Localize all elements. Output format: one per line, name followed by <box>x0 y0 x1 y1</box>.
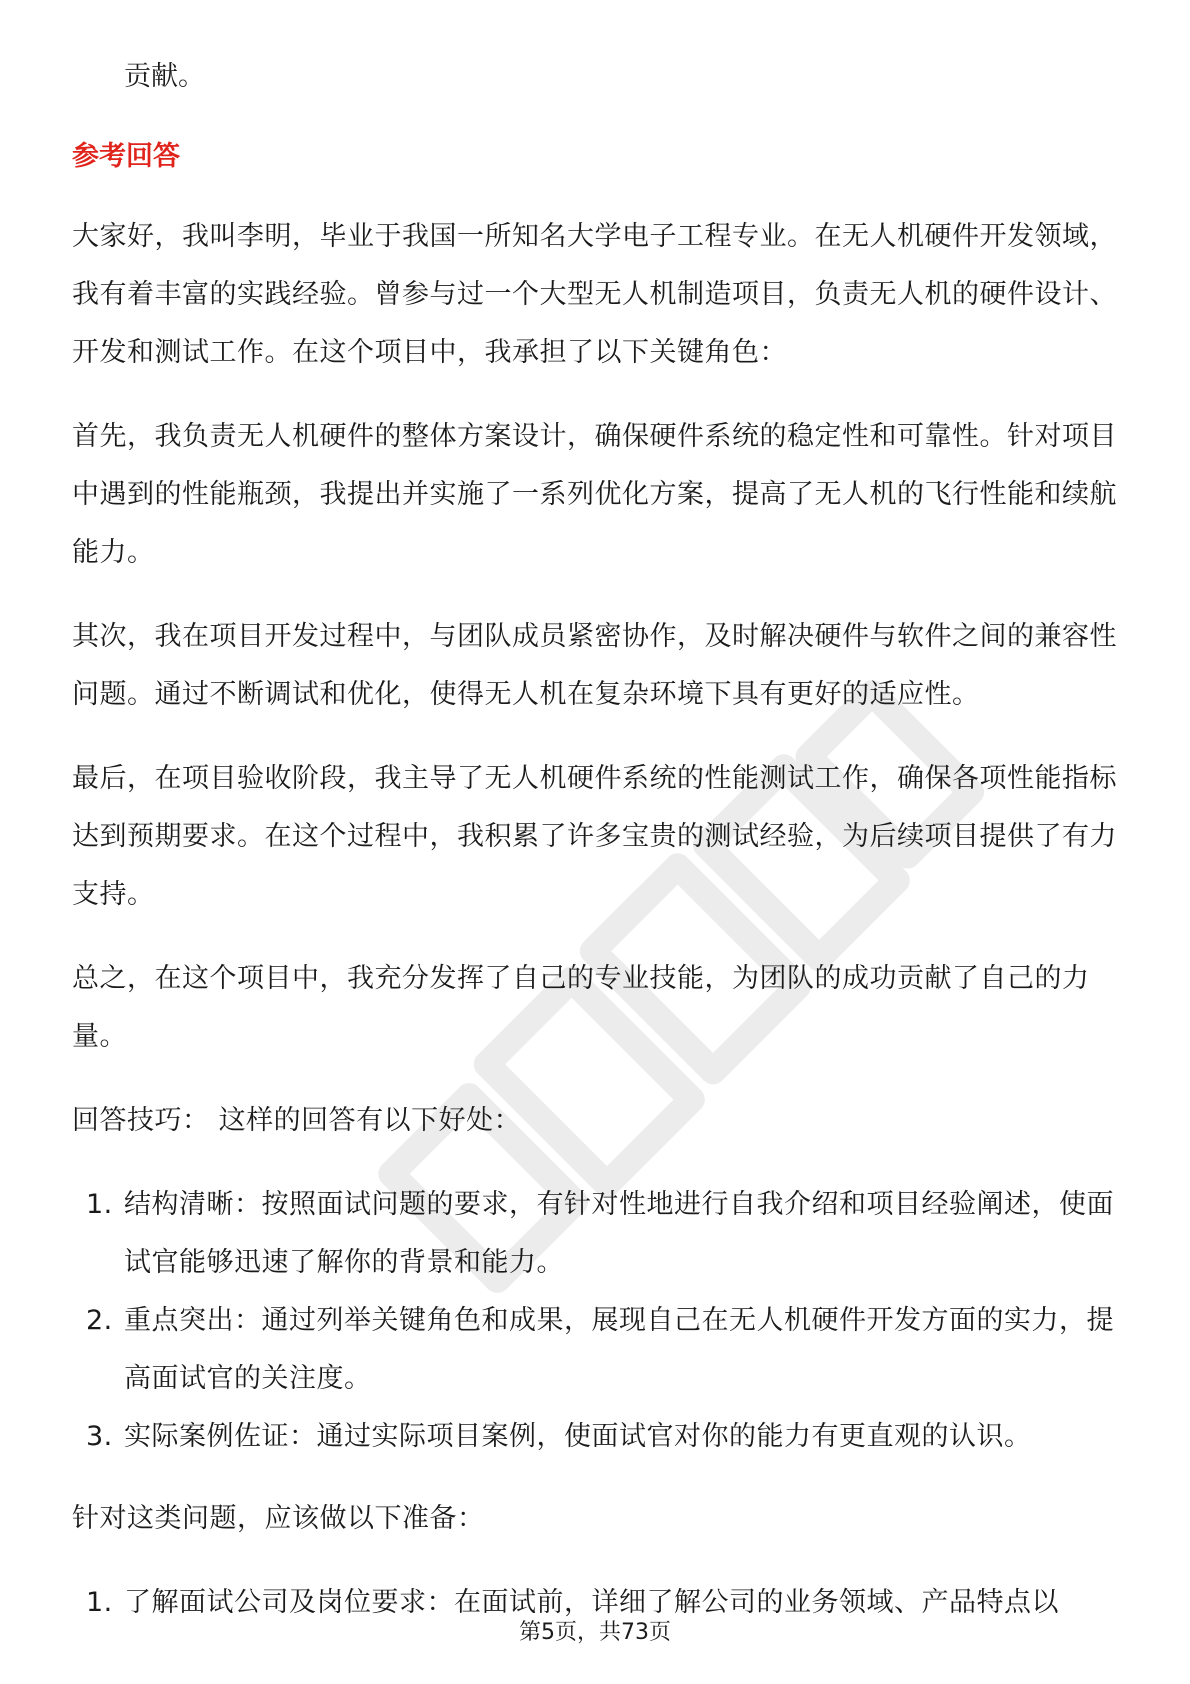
page-number-footer: 第5页，共73页 <box>519 1620 671 1645</box>
section-title-reference-answer: 参考回答 <box>72 141 180 172</box>
answer-paragraph-summary: 总之，在这个项目中，我充分发挥了自己的专业技能，为团队的成功贡献了自己的力量。 <box>72 963 1090 1052</box>
answer-paragraph-second: 其次，我在项目开发过程中，与团队成员紧密协作，及时解决硬件与软件之间的兼容性问题。通过不断调试和优化，使得无人机在复杂环境下具有更好的适应性。 <box>72 621 1117 710</box>
list-item <box>72 1176 1122 1292</box>
list-item-text: 结构清晰：按照面试问题的要求，有针对性地进行自我介绍和项目经验阐述，使面试官能够迅速了解你的背景和能力。 <box>124 1189 1114 1278</box>
list-item-number: 1. <box>86 1587 113 1618</box>
tips-heading: 回答技巧： 这样的回答有以下好处： <box>72 1105 522 1136</box>
list-item-text: 重点突出：通过列举关键角色和成果，展现自己在无人机硬件开发方面的实力，提高面试官的关注度。 <box>124 1305 1114 1394</box>
list-item-number: 2. <box>86 1305 113 1336</box>
previous-section-tail: 贡献。 <box>124 61 205 92</box>
answer-paragraph-intro: 大家好，我叫李明，毕业于我国一所知名大学电子工程专业。在无人机硬件开发领域，我有着丰富的实践经验。曾参与过一个大型无人机制造项目，负责无人机的硬件设计、开发和测试工作。在这个项目中，我承担了以下关键角色： <box>72 221 1117 368</box>
list-item <box>72 1292 1122 1408</box>
list-item-text: 实际案例佐证：通过实际项目案例，使面试官对你的能力有更直观的认识。 <box>124 1421 1032 1452</box>
list-item-number: 3. <box>86 1421 113 1452</box>
answer-paragraph-first: 首先，我负责无人机硬件的整体方案设计，确保硬件系统的稳定性和可靠性。针对项目中遇到的性能瓶颈，我提出并实施了一系列优化方案，提高了无人机的飞行性能和续航能力。 <box>72 421 1117 568</box>
prep-heading: 针对这类问题，应该做以下准备： <box>72 1503 485 1534</box>
list-item-text: 了解面试公司及岗位要求：在面试前，详细了解公司的业务领域、产品特点以 <box>124 1587 1059 1618</box>
list-item <box>72 1408 1122 1466</box>
list-item-number: 1. <box>86 1189 113 1220</box>
document-body <box>72 48 1122 1656</box>
tips-list <box>72 1176 1122 1466</box>
answer-paragraph-last: 最后，在项目验收阶段，我主导了无人机硬件系统的性能测试工作，确保各项性能指标达到预期要求。在这个过程中，我积累了许多宝贵的测试经验，为后续项目提供了有力支持。 <box>72 763 1117 910</box>
